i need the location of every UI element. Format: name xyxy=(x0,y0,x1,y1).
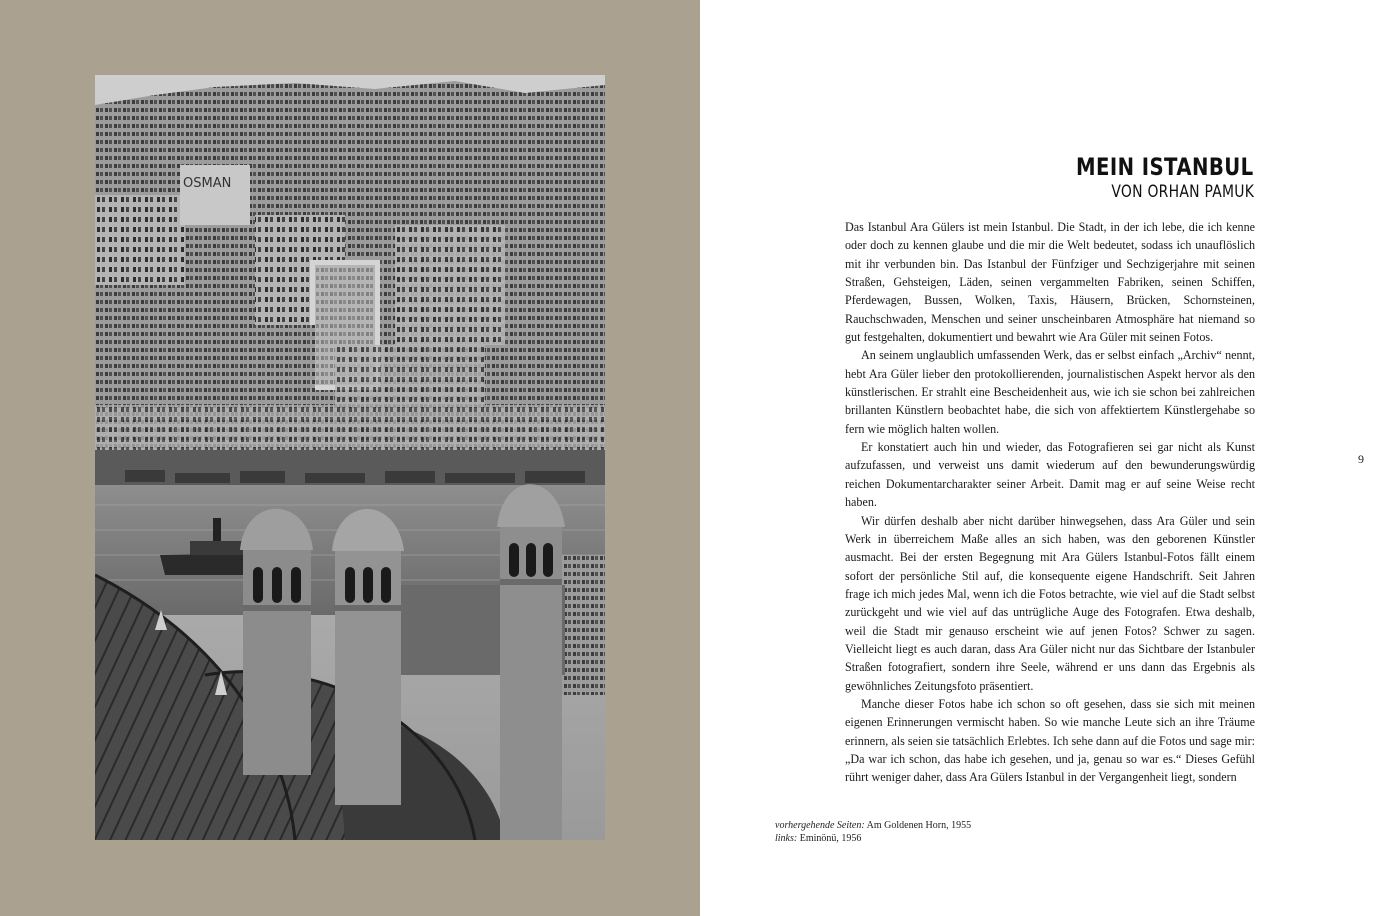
chapter-subtitle: VON ORHAN PAMUK xyxy=(1111,182,1254,202)
caption-line xyxy=(775,832,971,845)
body-text xyxy=(845,218,1255,787)
chapter-title: MEIN ISTANBUL xyxy=(1076,153,1254,181)
caption-text: Eminönü, 1956 xyxy=(797,833,862,844)
paragraph: Wir dürfen deshalb aber nicht darüber hinwegsehen, dass Ara Güler und sein Werk in überreichem Maße alles an sich haben, was den geborenen Künstler ausmacht. Bei der ersten Begegnung mit Ara Gülers Istanbul-Fotos fällt einem sofort der persönliche Stil auf, die konsequente eigene Handschrift. Seit Jahren frage ich mich jedes Mal, wenn ich die Fotos betrachte, wie viel auf die Stadt selbst zurückgeht und wie viel auf das untrügliche Auge des Fotografen. Etwa deshalb, weil die Stadt mir genauso erscheint wie auf jenen Fotos? Schwer zu sagen. Vielleicht liegt es auch daran, dass Ara Güler nicht nur das Sichtbare der Istanbuler Straßen fotografiert, sondern ihre Seele, während er uns dann das Ergebnis als gewöhnliches Zeitungsfoto präsentiert. xyxy=(845,513,1255,693)
photo-captions xyxy=(775,819,971,845)
caption-label: vorhergehende Seiten: xyxy=(775,820,865,831)
caption-text: Am Goldenen Horn, 1955 xyxy=(864,820,972,831)
photo-sign-text: OSMAN xyxy=(183,176,232,191)
page-number: 9 xyxy=(1358,452,1364,466)
istanbul-photo-illustration xyxy=(95,75,605,840)
paragraph: Das Istanbul Ara Gülers ist mein Istanbul. Die Stadt, in der ich lebe, die ich kenne oder doch zu kennen glaube und die mir die Welt bedeutet, sodass ich unauflöslich mit ihr verbunden bin. Das Istanbul der Fünfziger und Sechzigerjahre mit seinen Straßen, Gehsteigen, Läden, seinen vergammelten Fabriken, seinen Schiffen, Pferdewagen, Bussen, Wolken, Taxis, Häusern, Brücken, Schornsteinen, Rauchschwaden, Menschen und seiner unscheinbaren Atmosphäre hat niemand so gut festgehalten, dokumentiert und bewahrt wie Ara Güler mit seinen Fotos. xyxy=(845,220,1255,345)
caption-line xyxy=(775,819,971,832)
paragraph: Er konstatiert auch hin und wieder, das Fotografieren sei gar nicht als Kunst aufzufassen, und verweist uns damit wiederum auf den bewunderungswürdig reichen Dokumentarcharakter seiner Arbeit. Damit mag er auf seine Weise recht haben. xyxy=(845,440,1255,510)
caption-label: links: xyxy=(775,833,798,844)
paragraph: An seinem unglaublich umfassenden Werk, das er selbst einfach „Archiv“ nennt, hebt Ara Güler lieber den protokollierenden, journalistischen Aspekt hervor als den künstlerischen. Er strahlt eine Bescheidenheit aus, wie ich sie schon bei zahlreichen brillanten Künstlern beobachtet habe, die sich von affektiertem Künstlergehabe so fern wie möglich halten wollen. xyxy=(845,348,1255,436)
istanbul-photo xyxy=(95,75,605,840)
paragraph: Manche dieser Fotos habe ich schon so oft gesehen, dass sie sich mit meinen eigenen Erinnerungen vermischt haben. So wie manche Leute sich an ihre Träume erinnern, als seien sie tatsächlich Erlebtes. Ich sehe dann auf die Fotos und sage mir: „Da war ich schon, das habe ich gesehen, und ja, genau so war es.“ Dieses Gefühl rührt weniger daher, dass Ara Gülers Istanbul in der Vergangenheit liegt, sondern xyxy=(845,696,1255,785)
